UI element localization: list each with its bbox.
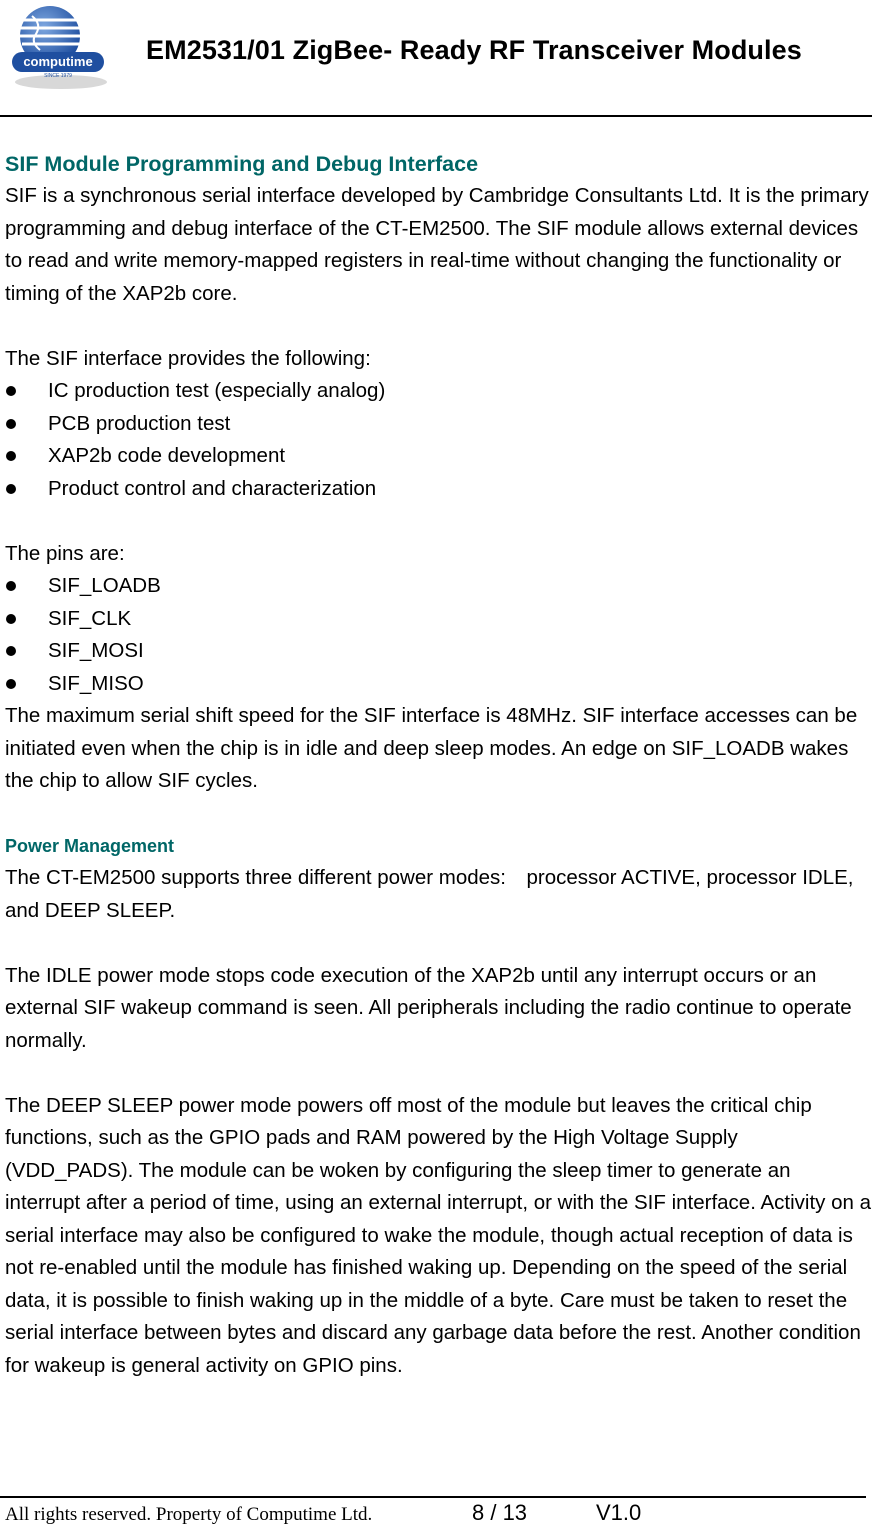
list-item: SIF_MISO <box>5 668 871 701</box>
power-intro-paragraph: The CT-EM2500 supports three different power modes: processor ACTIVE, processor IDLE, and DEEP SLEEP. <box>5 866 854 922</box>
list-item: SIF_LOADB <box>5 570 871 603</box>
globe-logo-icon <box>6 2 116 92</box>
list-item: SIF_CLK <box>5 603 871 636</box>
deep-sleep-paragraph: The DEEP SLEEP power mode powers off most of the module but leaves the critical chip functions, such as the GPIO pads and RAM powered by the High Voltage Supply (VDD_PADS). The module can be woken by configuring the sleep timer to generate an interrupt after a period of time, using an external interrupt, or with the SIF interface. Activity on a serial interface may also be configured to wake the module, though actual reception of data is not re-enabled until the module has finished waking up. Depending on the speed of the serial data, it is possible to finish waking up in the middle of a byte. Care must be taken to reset the serial interface between bytes and discard any garbage data before the rest. Another condition for wakeup is general activity on GPIO pins. <box>5 1093 871 1377</box>
paragraph-gap <box>5 310 871 343</box>
bullet-icon <box>6 451 16 461</box>
company-logo <box>6 2 116 92</box>
paragraph-gap <box>5 927 871 960</box>
paragraph-gap <box>5 798 871 831</box>
sif-intro-paragraph: SIF is a synchronous serial interface developed by Cambridge Consultants Ltd. It is the primary programming and debug interface of the CT-EM2500. The SIF module allows external devices to read and write memory-mapped registers in real-time without changing the functionality or timing of the XAP2b core. <box>5 184 869 305</box>
list-item: PCB production test <box>5 408 871 441</box>
bullet-icon <box>6 386 16 396</box>
provides-list <box>5 375 871 505</box>
document-version: V1.0 <box>596 1500 642 1525</box>
svg-text:SINCE 1979: SINCE 1979 <box>44 73 72 79</box>
bullet-icon <box>6 484 16 494</box>
paragraph-gap <box>5 1057 871 1090</box>
list-item: SIF_MOSI <box>5 635 871 668</box>
bullet-icon <box>6 419 16 429</box>
bullet-icon <box>6 581 16 591</box>
list-item: XAP2b code development <box>5 440 871 473</box>
pins-list <box>5 570 871 700</box>
footer-divider <box>0 1496 866 1498</box>
page-content <box>5 148 871 1382</box>
sif-speed-paragraph: The maximum serial shift speed for the SIF interface is 48MHz. SIF interface accesses can be initiated even when the chip is in idle and deep sleep modes. An edge on SIF_LOADB wakes the chip to allow SIF cycles. <box>5 704 858 792</box>
page-number: 8 / 13 <box>472 1500 528 1525</box>
pins-intro: The pins are: <box>5 541 125 565</box>
list-item: Product control and characterization <box>5 473 871 506</box>
list-item: IC production test (especially analog) <box>5 375 871 408</box>
copyright-notice: All rights reserved. Property of Computime Ltd. <box>5 1504 373 1525</box>
bullet-icon <box>6 679 16 689</box>
bullet-icon <box>6 646 16 656</box>
paragraph-gap <box>5 505 871 538</box>
idle-mode-paragraph: The IDLE power mode stops code execution of the XAP2b until any interrupt occurs or an external SIF wakeup command is seen. All peripherals including the radio continue to operate normally. <box>5 963 852 1052</box>
page-footer <box>5 1500 865 1526</box>
provides-intro: The SIF interface provides the following: <box>5 346 371 370</box>
svg-text:computime: computime <box>23 54 93 69</box>
sif-section-heading: SIF Module Programming and Debug Interface <box>5 152 479 176</box>
document-header-title: EM2531/01 ZigBee- Ready RF Transceiver Modules <box>146 35 802 65</box>
bullet-icon <box>6 614 16 624</box>
power-management-heading: Power Management <box>5 836 175 856</box>
header-divider <box>0 115 872 117</box>
